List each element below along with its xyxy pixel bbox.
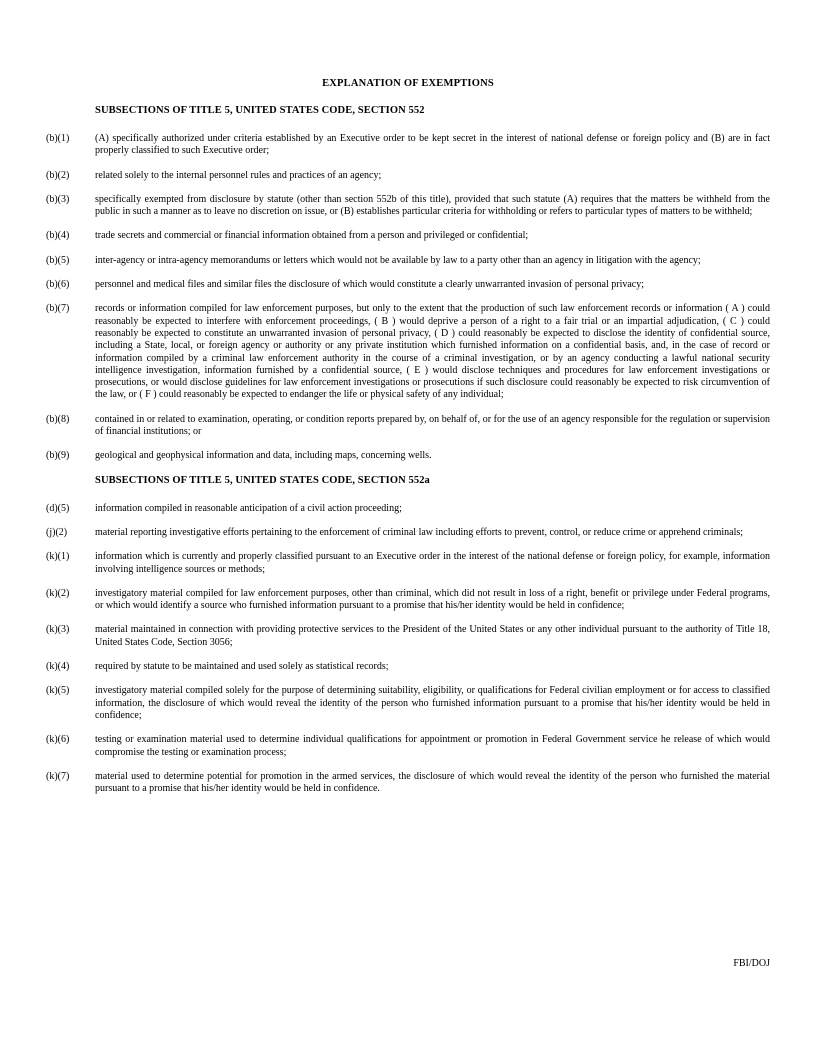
section-heading: SUBSECTIONS OF TITLE 5, UNITED STATES CODE, SECTION 552 xyxy=(95,105,425,116)
exemption-code: (k)(4) xyxy=(46,661,70,673)
exemption-code: (b)(5) xyxy=(46,254,70,266)
document-title: EXPLANATION OF EXEMPTIONS xyxy=(322,78,494,89)
exemption-text: geological and geophysical information and data, including maps, concerning wells. xyxy=(95,450,432,462)
exemption-item xyxy=(46,624,770,649)
exemption-item xyxy=(46,685,770,722)
exemption-item xyxy=(46,133,770,158)
exemption-code: (k)(7) xyxy=(46,770,70,782)
footer-label: FBI/DOJ xyxy=(733,958,770,969)
exemption-item xyxy=(46,170,770,182)
exemption-item xyxy=(46,194,770,219)
exemption-text: investigatory material compiled for law enforcement purposes, other than criminal, which did not result in loss of a right, benefit or privilege under Federal programs, or which would identify a source who furnished information pursuant to a promise that his/her identity would be held in confidence; xyxy=(95,587,770,612)
exemption-code: (d)(5) xyxy=(46,502,70,514)
exemption-text: material used to determine potential for promotion in the armed services, the disclosure of which would reveal the identity of the person who furnished the material pursuant to a promise that his/her identity would be held in confidence. xyxy=(95,770,770,795)
exemption-text: information compiled in reasonable anticipation of a civil action proceeding; xyxy=(95,502,402,514)
exemption-item xyxy=(46,450,770,462)
exemption-item xyxy=(46,414,770,439)
exemption-code: (b)(7) xyxy=(46,303,70,315)
exemption-text: information which is currently and properly classified pursuant to an Executive order in the interest of the national defense or foreign policy, for example, information involving intelligence sources or methods; xyxy=(95,551,770,575)
exemption-text: (A) specifically authorized under criteria established by an Executive order to be kept secret in the interest of national defense or foreign policy and (B) are in fact properly classified to such Executive order; xyxy=(95,133,770,157)
exemption-text: specifically exempted from disclosure by statute (other than section 552b of this title), provided that such statute (A) requires that the matters be withheld from the public in such a manner as to leave no discretion on issue, or (B) establishes particular criteria for withholding or refers to particular types of matters to be withheld; xyxy=(95,193,770,218)
document-body xyxy=(46,105,770,795)
exemption-code: (k)(1) xyxy=(46,551,70,563)
exemption-item xyxy=(46,734,770,759)
exemption-text: records or information compiled for law enforcement purposes, but only to the extent that the production of such law enforcement records or information ( A ) could reasonably be expected to interfere with enforcement proceedings, ( B ) would deprive a person of a right to a fair trial or an impartial adjudication, ( C ) could reasonably be expected to constitute an unwarranted invasion of personal privacy, ( D ) could reasonably be expected to disclose the identity of confidential source, including a State, local, or foreign agency or authority or any private institution which furnished information on a confidential basis, and, in the case of record or information compiled by a criminal law enforcement authority in the course of a criminal investigation, or by an agency conducting a lawful national security intelligence investigation, information furnished by a confidential source, ( E ) would disclose techniques and procedures for law enforcement investigations or prosecutions, or would disclose guidelines for law enforcement investigations or prosecutions if such disclosure could reasonably be expected to risk circumvention of the law, or ( F ) could reasonably be expected to endanger the life or physical safety of any individual; xyxy=(95,303,770,401)
exemption-code: (j)(2) xyxy=(46,526,68,538)
exemption-code: (b)(3) xyxy=(46,193,70,205)
exemption-item xyxy=(46,771,770,796)
exemption-text: investigatory material compiled solely for the purpose of determining suitability, eligibility, or qualifications for Federal civilian employment or for access to classified information, the disclosure of which would reveal the identity of the person who furnished information pursuant to a promise that his/her identity would be held in confidence; xyxy=(95,685,770,721)
exemption-text: required by statute to be maintained and used solely as statistical records; xyxy=(95,661,389,673)
exemption-text: personnel and medical files and similar files the disclosure of which would constitute a clearly unwarranted invasion of personal privacy; xyxy=(95,279,644,291)
exemption-item xyxy=(46,588,770,613)
exemption-text: contained in or related to examination, operating, or condition reports prepared by, on behalf of, or for the use of an agency responsible for the regulation or supervision of financial institutions; or xyxy=(95,413,770,438)
exemption-code: (k)(5) xyxy=(46,685,70,697)
exemption-item xyxy=(46,551,770,576)
exemption-code: (k)(2) xyxy=(46,587,70,599)
exemption-code: (b)(1) xyxy=(46,133,70,144)
exemption-text: inter-agency or intra-agency memorandums or letters which would not be available by law to a party other than an agency in litigation with the agency; xyxy=(95,254,701,266)
exemption-item xyxy=(46,230,770,242)
exemption-item xyxy=(46,255,770,267)
exemption-code: (b)(2) xyxy=(46,169,70,181)
exemption-code: (b)(8) xyxy=(46,413,70,425)
section-heading: SUBSECTIONS OF TITLE 5, UNITED STATES CODE, SECTION 552a xyxy=(95,474,430,486)
exemption-item xyxy=(46,303,770,401)
exemption-text: material reporting investigative efforts pertaining to the enforcement of criminal law including efforts to prevent, control, or reduce crime or apprehend criminals; xyxy=(95,526,744,538)
exemption-code: (b)(9) xyxy=(46,450,70,462)
exemption-text: trade secrets and commercial or financial information obtained from a person and privileged or confidential; xyxy=(95,230,529,242)
exemption-code: (k)(6) xyxy=(46,734,70,746)
exemption-item xyxy=(46,503,770,515)
exemption-item xyxy=(46,661,770,673)
exemption-item xyxy=(46,279,770,291)
exemption-code: (k)(3) xyxy=(46,624,70,636)
exemption-item xyxy=(46,527,770,539)
exemption-text: testing or examination material used to determine individual qualifications for appointment or promotion in Federal Government service he release of which would compromise the testing or examination process; xyxy=(95,734,770,758)
exemption-text: material maintained in connection with providing protective services to the President of the United States or any other individual pursuant to the authority of Title 18, United States Code, Section 3056; xyxy=(95,624,770,648)
exemption-code: (b)(6) xyxy=(46,279,70,291)
exemption-code: (b)(4) xyxy=(46,230,70,242)
exemption-text: related solely to the internal personnel rules and practices of an agency; xyxy=(95,169,382,181)
